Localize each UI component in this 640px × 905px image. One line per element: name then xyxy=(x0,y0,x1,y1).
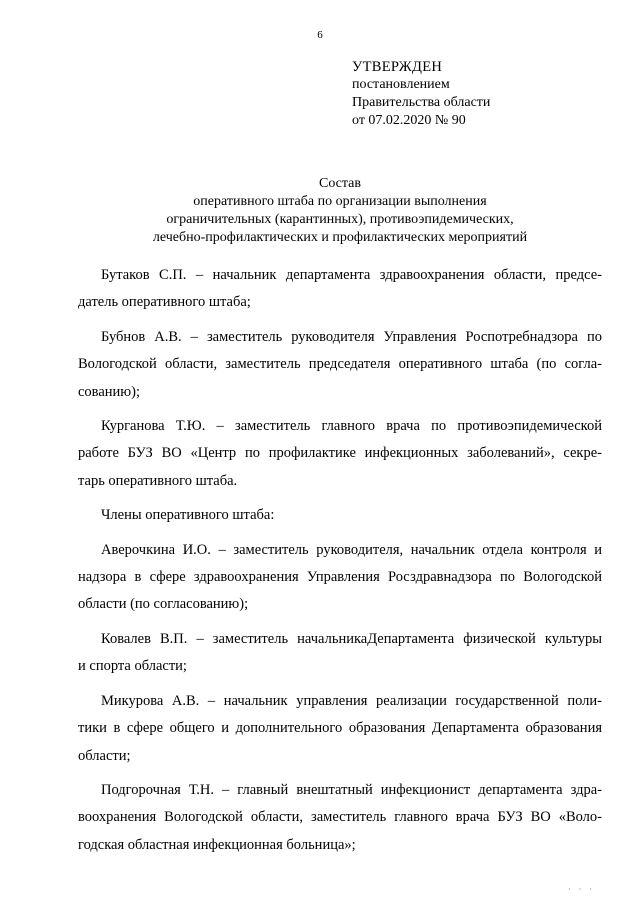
paragraph-line: Курганова Т.Ю. – заместитель главного врача по противоэпидемической xyxy=(101,418,602,435)
paragraph-line: Бубнов А.В. – заместитель руководителя Управления Роспотребнадзора по xyxy=(101,328,602,345)
paragraph-line: Ковалев В.П. – заместитель начальникаДепартамента физической культуры xyxy=(101,630,602,647)
member-paragraph xyxy=(78,262,602,317)
corner-marks: · · · xyxy=(568,885,595,894)
member-paragraph xyxy=(78,626,602,681)
paragraph-line: тарь оперативного штаба. xyxy=(78,472,238,489)
paragraph-line: Вологодской области, заместитель председателя оперативного штаба (по согла- xyxy=(78,356,602,373)
paragraph-line: Члены оперативного штаба: xyxy=(101,507,275,524)
member-paragraph xyxy=(78,537,602,619)
title-line: оперативного штаба по организации выполнения xyxy=(193,194,487,209)
title-line: Состав xyxy=(318,176,361,191)
paragraph-line: Подгорочная Т.Н. – главный внештатный инфекционист департамента здра- xyxy=(101,781,602,798)
member-paragraph xyxy=(78,777,602,859)
paragraph-line: датель оперативного штаба; xyxy=(78,294,251,311)
page-number: 6 xyxy=(317,29,323,41)
member-paragraph xyxy=(78,324,602,406)
paragraph-line: Бутаков С.П. – начальник департамента здравоохранения области, предсе- xyxy=(101,267,602,283)
member-paragraph xyxy=(78,502,602,529)
title-line: ограничительных (карантинных), противоэпидемических, xyxy=(166,212,514,227)
paragraph-line: области (по согласованию); xyxy=(78,596,249,613)
paragraph-line: сованию); xyxy=(78,383,140,400)
paragraph-line: надзора в сфере здравоохранения Управления Росздравнадзора по Вологодской xyxy=(78,569,602,586)
title-line: лечебно-профилактических и профилактических мероприятий xyxy=(152,230,528,245)
approval-title: УТВЕРЖДЕН xyxy=(352,59,443,75)
paragraph-line: Аверочкина И.О. – заместитель руководителя, начальник отдела контроля и xyxy=(101,541,602,558)
approval-line: Правительства области xyxy=(352,95,491,110)
document-title xyxy=(80,175,600,247)
approval-date: от 07.02.2020 № 90 xyxy=(352,113,466,128)
member-paragraph xyxy=(78,688,602,770)
member-paragraph xyxy=(78,413,602,495)
approval-block xyxy=(352,58,612,130)
approval-line: постановлением xyxy=(352,77,450,92)
paragraph-line: и спорта области; xyxy=(78,658,187,675)
paragraph-line: тики в сфере общего и дополнительного образования Департамента образования xyxy=(78,720,602,737)
paragraph-line: годская областная инфекционная больница»; xyxy=(78,836,356,853)
paragraph-line: работе БУЗ ВО «Центр по профилактике инфекционных заболеваний», секре- xyxy=(78,445,602,462)
paragraph-line: воохранения Вологодской области, заместитель главного врача БУЗ ВО «Воло- xyxy=(78,809,602,826)
paragraph-line: области; xyxy=(78,747,131,764)
paragraph-line: Микурова А.В. – начальник управления реализации государственной поли- xyxy=(101,692,602,709)
member-list xyxy=(78,262,602,866)
